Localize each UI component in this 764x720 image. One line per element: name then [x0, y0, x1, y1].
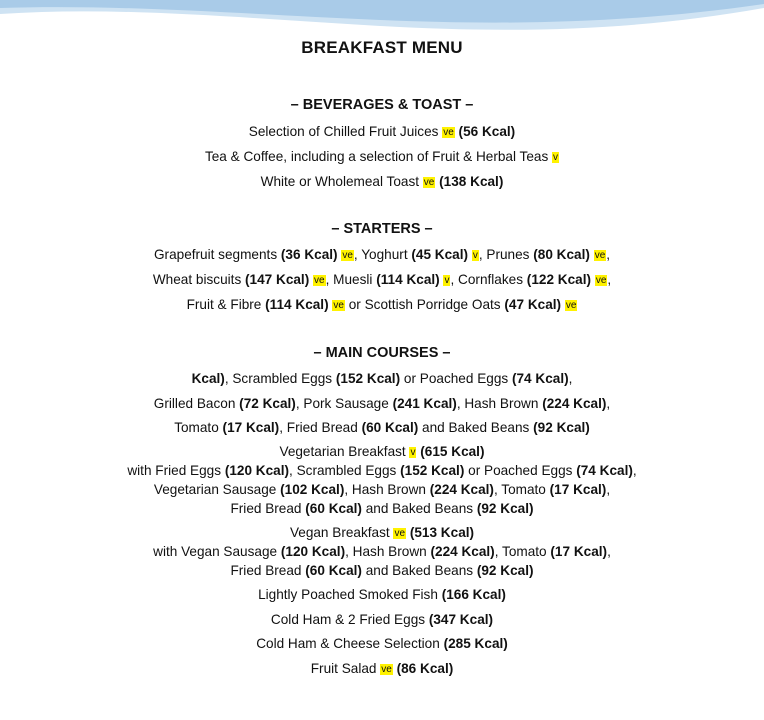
item-text: Vegetarian Sausage: [153, 482, 281, 497]
item-text: , Tomato: [493, 482, 550, 497]
vegan-badge: ve: [333, 300, 344, 311]
item-text: Tomato: [174, 420, 223, 435]
menu-item: [0, 247, 764, 262]
kcal-value: (615 Kcal): [420, 444, 485, 459]
kcal-value: (114 Kcal): [265, 297, 329, 312]
kcal-value: (72 Kcal): [239, 396, 296, 411]
item-text: and Baked Beans: [361, 563, 477, 578]
kcal-value: (17 Kcal): [549, 482, 607, 497]
kcal-value: (241 Kcal): [392, 396, 457, 411]
menu-item: [0, 482, 764, 497]
header-wave-decoration: [0, 0, 764, 40]
item-text: and Baked Beans: [361, 501, 477, 516]
item-text: with Vegan Sausage: [153, 544, 281, 559]
item-text: Fried Bread: [230, 563, 306, 578]
item-text: Cold Ham & Cheese Selection: [256, 636, 444, 651]
kcal-value: (513 Kcal): [409, 525, 475, 540]
vegetarian-badge: v: [553, 152, 559, 163]
kcal-value: Kcal): [191, 371, 225, 386]
kcal-value: (80 Kcal): [533, 247, 590, 262]
item-text: , Tomato: [494, 544, 551, 559]
kcal-value: (17 Kcal): [550, 544, 608, 559]
item-text: ,: [606, 247, 611, 262]
kcal-value: (56 Kcal): [458, 124, 516, 139]
item-text: , Fried Bread: [279, 420, 362, 435]
kcal-value: (120 Kcal): [224, 463, 290, 478]
kcal-value: (152 Kcal): [400, 463, 465, 478]
menu-item: [0, 396, 764, 411]
vegan-badge: ve: [381, 664, 392, 675]
kcal-value: (92 Kcal): [476, 501, 534, 516]
item-text: ,: [607, 544, 611, 559]
kcal-value: (347 Kcal): [428, 612, 494, 627]
menu-item: [0, 501, 764, 516]
kcal-value: (224 Kcal): [430, 544, 495, 559]
item-text: or Scottish Porridge Oats: [344, 297, 505, 312]
kcal-value: (60 Kcal): [361, 420, 419, 435]
vegan-badge: ve: [565, 300, 577, 311]
item-text: , Cornflakes: [450, 272, 527, 287]
kcal-value: (166 Kcal): [441, 587, 506, 602]
item-text: White or Wholemeal Toast: [260, 174, 423, 189]
menu-item-vegan-breakfast: [0, 525, 764, 540]
menu-item: [0, 661, 764, 676]
kcal-value: (152 Kcal): [335, 371, 401, 386]
kcal-value: (92 Kcal): [476, 563, 534, 578]
item-text: , Pork Sausage: [295, 396, 393, 411]
menu-title: BREAKFAST MENU: [301, 38, 463, 57]
item-text: , Muesli: [325, 272, 377, 287]
menu-item: [0, 272, 764, 287]
menu-item: [0, 463, 764, 478]
kcal-value: (74 Kcal): [511, 371, 569, 386]
item-text: , Scrambled Eggs: [289, 463, 401, 478]
kcal-value: (224 Kcal): [542, 396, 607, 411]
menu-item: [0, 612, 764, 627]
kcal-value: (114 Kcal): [376, 272, 440, 287]
vegetarian-badge: v: [472, 250, 478, 261]
vegan-badge: ve: [342, 250, 353, 261]
kcal-value: (60 Kcal): [305, 563, 362, 578]
vegetarian-badge: v: [410, 447, 416, 458]
item-text: with Fried Eggs: [127, 463, 225, 478]
vegan-badge: ve: [423, 177, 435, 188]
menu-item: [0, 420, 764, 435]
kcal-value: (47 Kcal): [504, 297, 562, 312]
item-text: , Scrambled Eggs: [224, 371, 336, 386]
kcal-value: (120 Kcal): [280, 544, 346, 559]
menu-item: [0, 371, 764, 386]
kcal-value: (92 Kcal): [533, 420, 590, 435]
item-text: and Baked Beans: [418, 420, 534, 435]
item-text: or Poached Eggs: [464, 463, 577, 478]
kcal-value: (74 Kcal): [576, 463, 633, 478]
kcal-value: (102 Kcal): [280, 482, 345, 497]
item-text: , Hash Brown: [344, 482, 430, 497]
item-text: ,: [606, 396, 611, 411]
item-text: ,: [568, 371, 573, 386]
menu-item: [0, 174, 764, 189]
menu-item: [0, 587, 764, 602]
item-text: , Yoghurt: [353, 247, 412, 262]
item-text: Cold Ham & 2 Fried Eggs: [270, 612, 429, 627]
item-text: , Prunes: [478, 247, 534, 262]
main-courses-heading: – MAIN COURSES –: [313, 345, 451, 361]
item-text: , Hash Brown: [456, 396, 543, 411]
menu-item: [0, 124, 764, 139]
item-text: Lightly Poached Smoked Fish: [258, 587, 442, 602]
menu-item: [0, 149, 764, 164]
menu-item-vegetarian-breakfast: [0, 444, 764, 459]
item-text: Selection of Chilled Fruit Juices: [248, 124, 443, 139]
kcal-value: (138 Kcal): [439, 174, 504, 189]
vegan-badge: ve: [594, 250, 606, 261]
item-text: Fruit Salad: [310, 661, 381, 676]
menu-item: [0, 636, 764, 651]
item-text: Grilled Bacon: [153, 396, 240, 411]
vegan-badge: ve: [443, 127, 454, 138]
vegan-badge: ve: [595, 275, 607, 286]
kcal-value: (60 Kcal): [305, 501, 362, 516]
kcal-value: (36 Kcal): [280, 247, 338, 262]
kcal-value: (17 Kcal): [222, 420, 280, 435]
menu-item: [0, 297, 764, 312]
kcal-value: (285 Kcal): [443, 636, 508, 651]
item-text: Vegan Breakfast: [289, 525, 394, 540]
vegetarian-badge: v: [444, 275, 450, 286]
kcal-value: (147 Kcal): [245, 272, 310, 287]
item-text: Fried Bread: [230, 501, 306, 516]
starters-heading: – STARTERS –: [331, 221, 433, 237]
kcal-value: (45 Kcal): [411, 247, 469, 262]
item-text: Tea & Coffee, including a selection of Fruit & Herbal Teas: [204, 149, 553, 164]
kcal-value: (122 Kcal): [526, 272, 592, 287]
item-text: Fruit & Fibre: [186, 297, 266, 312]
item-text: ,: [607, 272, 612, 287]
menu-item: [0, 544, 764, 559]
item-text: or Poached Eggs: [400, 371, 512, 386]
item-text: ,: [606, 482, 611, 497]
kcal-value: (86 Kcal): [396, 661, 454, 676]
item-text: Grapefruit segments: [153, 247, 281, 262]
beverages-heading: – BEVERAGES & TOAST –: [290, 97, 474, 113]
menu-item: [0, 563, 764, 578]
item-text: ,: [632, 463, 637, 478]
item-text: Wheat biscuits: [152, 272, 246, 287]
item-text: , Hash Brown: [345, 544, 431, 559]
kcal-value: (224 Kcal): [429, 482, 494, 497]
vegan-badge: ve: [394, 528, 406, 539]
item-text: Vegetarian Breakfast: [279, 444, 410, 459]
vegan-badge: ve: [314, 275, 325, 286]
